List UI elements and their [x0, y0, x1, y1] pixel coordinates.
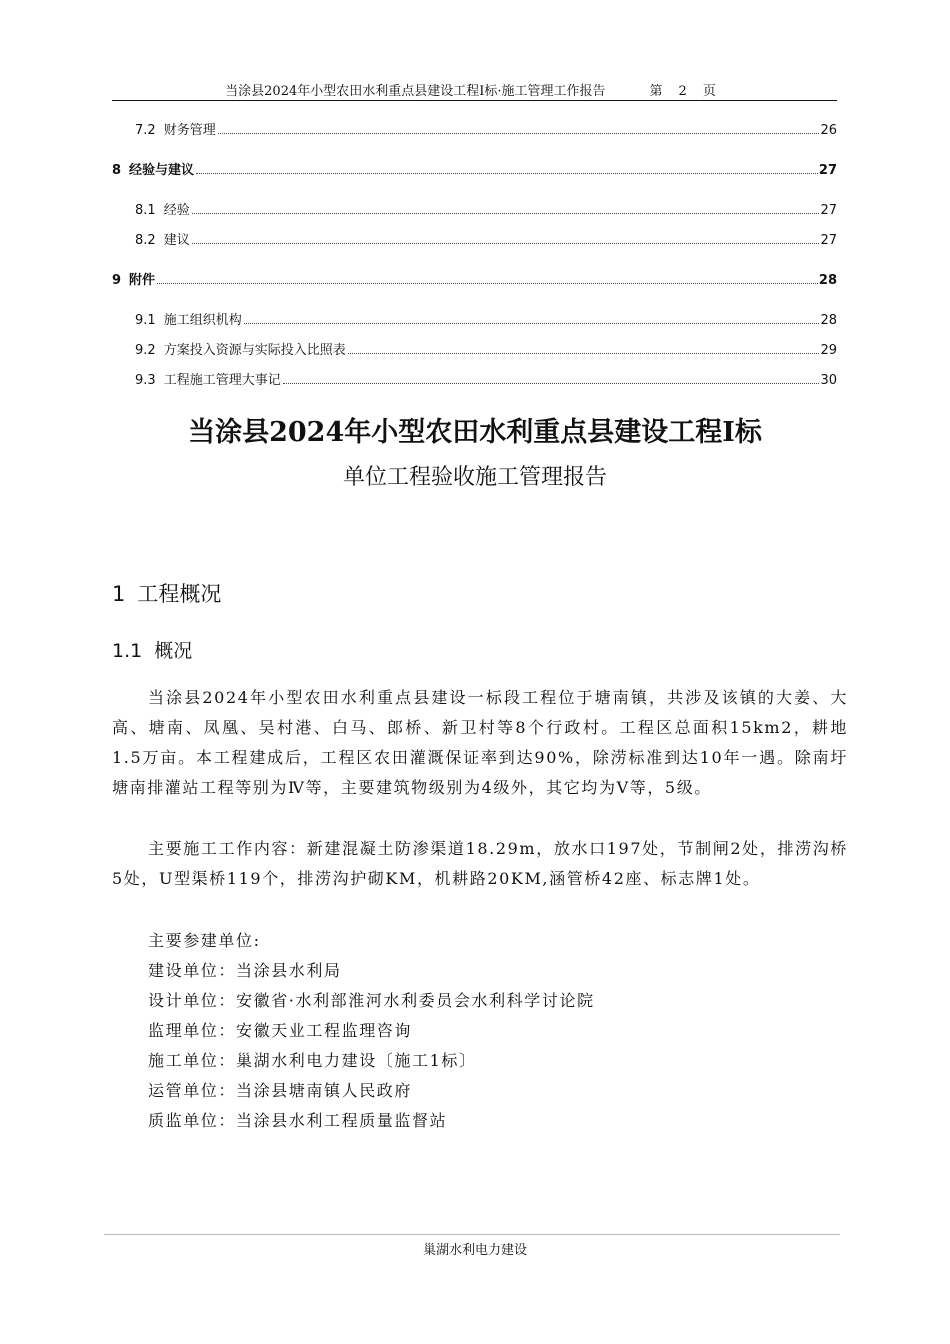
- toc-entry-page: 27: [820, 203, 837, 218]
- unit-item: 监理单位：安徽天业工程监理咨询: [148, 1021, 413, 1040]
- toc-leader-dots: [192, 243, 820, 244]
- header-page: [642, 84, 724, 99]
- toc-entry-number: 9.3: [135, 373, 156, 388]
- toc-leader-dots: [192, 213, 820, 214]
- toc-entry-title: 财务管理: [163, 123, 216, 138]
- header-rule: [112, 100, 837, 101]
- header-page-number: 2: [678, 84, 687, 99]
- toc-leader-dots: [348, 353, 820, 354]
- subsection-title: 概况: [154, 640, 193, 662]
- toc-entry[interactable]: [112, 368, 837, 388]
- header-page-suffix: 页: [702, 84, 716, 99]
- unit-item: 运管单位：当涂县塘南镇人民政府: [148, 1081, 413, 1100]
- document-title: 当涂县2024年小型农田水利重点县建设工程I标: [188, 417, 762, 448]
- toc-entry-page: 29: [820, 343, 837, 358]
- page-footer: 巢湖水利电力建设: [422, 1243, 527, 1258]
- body-paragraph: 主要施工工作内容：新建混凝土防渗渠道18.29m，放水口197处，节制闸2处，排涝沟桥5处，U型渠桥119个，排涝沟护砌KM，机耕路20KM,涵管桥42座、标志牌1处。: [112, 839, 848, 888]
- toc-entry[interactable]: [112, 118, 837, 138]
- section-heading: [112, 578, 221, 608]
- toc-entry-number: 9.1: [135, 313, 156, 328]
- toc-entry[interactable]: [112, 198, 837, 218]
- toc-entry-page: 28: [818, 273, 837, 288]
- page-header: [112, 80, 837, 100]
- toc-entry-page: 26: [820, 123, 837, 138]
- header-page-prefix: 第: [649, 84, 663, 99]
- toc-entry-page: 30: [820, 373, 837, 388]
- toc-entry-title: 经验: [163, 203, 190, 218]
- toc-entry-title: 附件: [129, 273, 156, 288]
- subsection-heading: [112, 636, 192, 663]
- section-number: 1: [112, 582, 126, 606]
- toc-entry-number: 7.2: [135, 123, 156, 138]
- toc-entry[interactable]: [112, 158, 837, 178]
- units-heading: 主要参建单位:: [148, 931, 261, 950]
- toc-leader-dots: [283, 383, 820, 384]
- header-title: 当涂县2024年小型农田水利重点县建设工程I标·施工管理工作报告: [225, 84, 606, 99]
- toc-entry-page: 27: [818, 163, 837, 178]
- unit-item: 施工单位：巢湖水利电力建设〔施工1标〕: [148, 1051, 477, 1070]
- toc-entry-title: 方案投入资源与实际投入比照表: [163, 343, 346, 358]
- toc-entry-number: 9: [112, 273, 122, 288]
- toc-entry[interactable]: [112, 228, 837, 248]
- toc-leader-dots: [157, 283, 818, 284]
- unit-item: 设计单位：安徽省·水利部淮河水利委员会水利科学讨论院: [148, 991, 595, 1010]
- toc-entry[interactable]: [112, 338, 837, 358]
- toc-leader-dots: [196, 173, 818, 174]
- toc-leader-dots: [218, 133, 820, 134]
- toc-entry-number: 9.2: [135, 343, 156, 358]
- unit-item: 建设单位：当涂县水利局: [148, 961, 342, 980]
- toc-entry-number: 8.1: [135, 203, 156, 218]
- unit-item: 质监单位：当涂县水利工程质量监督站: [148, 1111, 448, 1130]
- toc-entry-title: 施工组织机构: [163, 313, 242, 328]
- section-title: 工程概况: [137, 582, 222, 606]
- toc-entry-title: 工程施工管理大事记: [163, 373, 281, 388]
- document-subtitle: 单位工程验收施工管理报告: [342, 465, 607, 490]
- subsection-number: 1.1: [112, 640, 143, 662]
- toc-entry-page: 27: [820, 233, 837, 248]
- toc-entry-number: 8.2: [135, 233, 156, 248]
- toc-entry[interactable]: [112, 268, 837, 288]
- body-paragraph: 当涂县2024年小型农田水利重点县建设一标段工程位于塘南镇，共涉及该镇的大姜、大高、塘南、凤凰、吴村港、白马、郎桥、新卫村等8个行政村。工程区总面积15km2，耕地1.5万亩。本工程建成后，工程区农田灌溉保证率到达90%，除涝标准到达10年一遇。除南圩塘南排灌站工程等别为Ⅳ等，主要建筑物级别为4级外，其它均为Ⅴ等，5级。: [112, 688, 848, 797]
- toc-entry-title: 经验与建议: [129, 163, 195, 178]
- participating-units-list: [148, 926, 595, 1136]
- footer-rule: [104, 1234, 840, 1235]
- toc-entry-title: 建议: [163, 233, 190, 248]
- toc-entry-page: 28: [820, 313, 837, 328]
- toc-entry-number: 8: [112, 163, 122, 178]
- toc-entry[interactable]: [112, 308, 837, 328]
- toc-leader-dots: [244, 323, 820, 324]
